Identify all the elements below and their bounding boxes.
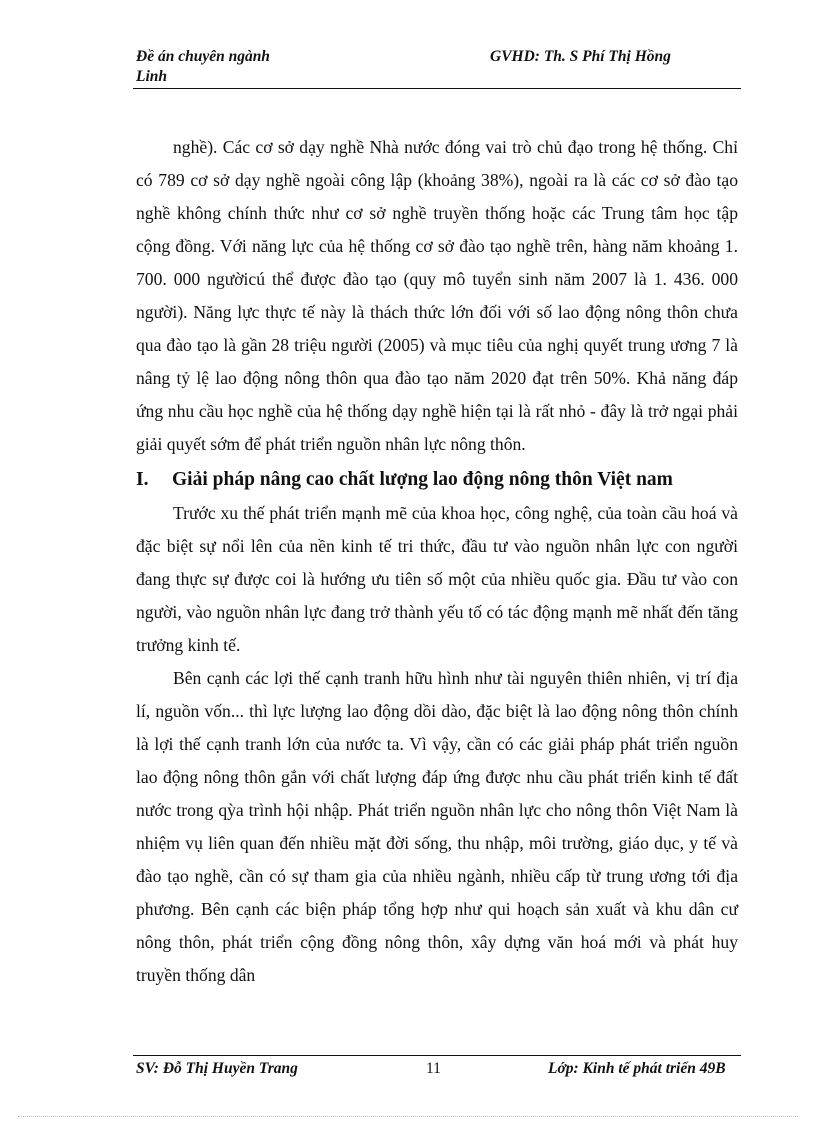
section-heading	[136, 463, 738, 497]
supervisor-name: GVHD: Th. S Phí Thị Hồng	[490, 48, 671, 65]
paragraph: Bên cạnh các lợi thế cạnh tranh hữu hình như tài nguyên thiên nhiên, vị trí địa lí, nguồn vốn... thì lực lượng lao động dồi dào, đặc biệt là lao động nông thôn chính là lợi thế cạnh tranh lớn của nước ta. Vì vậy, cần có các giải pháp phát triển nguồn lao động nông thôn gắn với chất lượng đáp ứng được nhu cầu phát triển kinh tế đất nước trong qỳa trình hội nhập. Phát triển nguồn nhân lực cho nông thôn Việt Nam là nhiệm vụ liên quan đến nhiều mặt đời sống, thu nhập, môi trường, giáo dục, y tế và đào tạo nghề, cần có sự tham gia của nhiều ngành, nhiều cấp từ trung ương tới địa phương. Bên cạnh các biện pháp tổng hợp như qui hoạch sản xuất và khu dân cư nông thôn, phát triển cộng đồng nông thôn, xây dựng văn hoá mới và phát huy truyền thống dân	[136, 668, 738, 985]
header-rule	[133, 88, 741, 89]
paragraph: nghề). Các cơ sở dạy nghề Nhà nước đóng vai trò chủ đạo trong hệ thống. Chỉ có 789 cơ sở dạy nghề ngoài công lập (khoảng 38%), ngoài ra là các cơ sở đào tạo nghề không chính thức như cơ sở nghề truyền thống hoặc các Trung tâm học tập cộng đồng. Với năng lực của hệ thống cơ sở đào tạo nghề trên, hàng năm khoảng 1. 700. 000 ngườicú thể được đào tạo (quy mô tuyển sinh năm 2007 là 1. 436. 000 người). Năng lực thực tế này là thách thức lớn đối với số lao động nông thôn chưa qua đào tạo là gần 28 triệu người (2005) và mục tiêu của nghị quyết trung ương 7 là nâng tỷ lệ lao động nông thôn qua đào tạo năm 2020 đạt trên 50%. Khả năng đáp ứng nhu cầu học nghề của hệ thống dạy nghề hiện tại là rất nhỏ - đây là trở ngại phải giải quyết sớm để phát triển nguồn nhân lực nông thôn.	[136, 137, 738, 454]
page-edge-divider	[18, 1116, 798, 1117]
class-name: Lớp: Kinh tế phát triển 49B	[548, 1060, 726, 1077]
paragraph: Trước xu thế phát triển mạnh mẽ của khoa học, công nghệ, của toàn cầu hoá và đặc biệt sự nổi lên của nền kinh tế tri thức, đầu tư vào nguồn nhân lực con người đang thực sự được coi là hướng ưu tiên số một của nhiều quốc gia. Đầu tư vào con người, vào nguồn nhân lực đang trở thành yếu tố có tác động mạnh mẽ nhất đến tăng trưởng kinh tế.	[136, 503, 738, 655]
document-title: Đề án chuyên ngành	[136, 48, 270, 65]
document-title-continued: Linh	[136, 68, 168, 85]
section-number: I.	[136, 469, 149, 490]
footer-rule	[133, 1055, 741, 1056]
student-name: SV: Đỗ Thị Huyền Trang	[136, 1060, 298, 1077]
section-title: Giải pháp nâng cao chất lượng lao động nông thôn Việt nam	[172, 469, 673, 490]
page-number: 11	[426, 1060, 441, 1077]
page-body	[136, 131, 738, 992]
header-left	[136, 47, 270, 87]
